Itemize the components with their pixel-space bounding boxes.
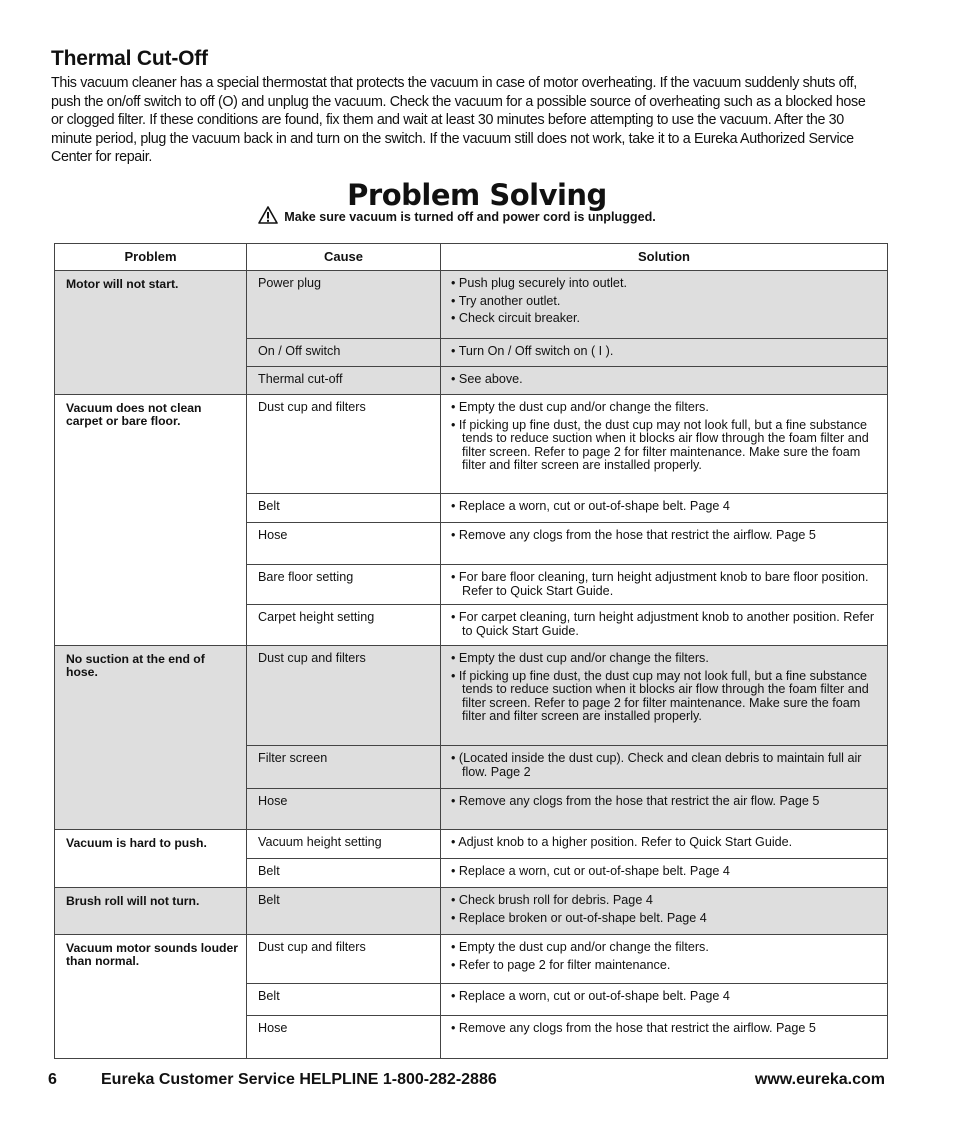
solution-cell (441, 646, 888, 746)
solution-text: For carpet cleaning, turn height adjustment knob to another position. Refer to Quick Start Guide. (458, 610, 875, 638)
problem-cell: Motor will not start. (55, 271, 247, 395)
solution-text: Push plug securely into outlet. (458, 276, 627, 290)
solution-item: • Adjust knob to a higher position. Refer to Quick Start Guide. (451, 835, 793, 849)
solution-text: Remove any clogs from the hose that restrict the airflow. Page 5 (458, 528, 816, 542)
solution-cell (441, 935, 888, 984)
solution-text: Try another outlet. (458, 293, 561, 308)
solution-list (451, 795, 883, 809)
solution-text: Empty the dust cup and/or change the filters. (458, 400, 709, 414)
solution-item: • See above. (451, 372, 523, 386)
solution-list (451, 571, 883, 598)
solution-text: If picking up fine dust, the dust cup may not look full, but a fine substance tends to reduce suction when it blocks air flow through the foam filter and filter screen. Refer to page 2 for filter maintenance. Make sure the foam filter and filter screen are installed properly. (458, 668, 869, 723)
solution-text: Empty the dust cup and/or change the filters. (458, 940, 709, 954)
problem-cell: Vacuum motor sounds louder than normal. (55, 935, 247, 1059)
cause-cell: Dust cup and filters (247, 395, 441, 494)
cause-cell: Hose (247, 789, 441, 830)
solution-cell (441, 395, 888, 494)
table-row (55, 830, 888, 859)
solution-list (451, 652, 883, 724)
solution-item: • Refer to page 2 for filter maintenance. (451, 957, 671, 972)
problem-cell: Brush roll will not turn. (55, 888, 247, 935)
solution-item: • Push plug securely into outlet. (451, 276, 627, 290)
header-solution: Solution (441, 244, 888, 271)
solution-list (451, 894, 883, 925)
solution-item: • (Located inside the dust cup). Check and clean debris to maintain full air flow. Page 2 (451, 751, 862, 779)
solution-list (451, 865, 883, 879)
problem-cell: Vacuum does not clean carpet or bare floor. (55, 395, 247, 646)
solution-list (451, 836, 883, 850)
solution-item: • Empty the dust cup and/or change the filters. (451, 651, 709, 665)
warning-triangle-icon (258, 206, 278, 224)
solution-item: • Remove any clogs from the hose that restrict the air flow. Page 5 (451, 794, 820, 808)
cause-cell: Belt (247, 984, 441, 1016)
website-link[interactable]: www.eureka.com (754, 1071, 885, 1088)
solution-text: Remove any clogs from the hose that restrict the airflow. Page 5 (458, 1021, 816, 1035)
solution-item: • If picking up fine dust, the dust cup may not look full, but a fine substance tends to reduce suction when it blocks air flow through the foam filter and filter screen. Refer to page 2 for filter maintenance. Make sure the foam filter and filter screen are installed properly. (451, 417, 869, 472)
cause-cell: Dust cup and filters (247, 646, 441, 746)
solution-item: • Remove any clogs from the hose that restrict the airflow. Page 5 (451, 1021, 816, 1035)
solution-cell (441, 494, 888, 523)
solution-item: • Check circuit breaker. (451, 311, 581, 325)
solution-item: • Check brush roll for debris. Page 4 (451, 893, 653, 907)
cause-cell: Carpet height setting (247, 605, 441, 646)
solution-text: Replace a worn, cut or out-of-shape belt. Page 4 (458, 864, 730, 878)
table-body (55, 271, 888, 1059)
page-number: 6 (48, 1071, 57, 1088)
solution-text: If picking up fine dust, the dust cup may not look full, but a fine substance tends to reduce suction when it blocks air flow through the foam filter and filter screen. Refer to page 2 for filter maintenance. Make sure the foam filter and filter screen are installed properly. (458, 417, 869, 472)
solution-list (451, 373, 883, 387)
solution-cell (441, 367, 888, 395)
solution-list (451, 941, 883, 972)
cause-cell: Filter screen (247, 746, 441, 789)
solution-item: • Replace a worn, cut or out-of-shape belt. Page 4 (451, 989, 730, 1003)
solution-text: See above. (458, 372, 523, 386)
solution-cell (441, 789, 888, 830)
solution-text: For bare floor cleaning, turn height adjustment knob to bare floor position. Refer to Quick Start Guide. (458, 570, 869, 598)
table-row (55, 888, 888, 935)
solution-cell (441, 565, 888, 605)
table-row (55, 271, 888, 339)
solution-item: • For bare floor cleaning, turn height adjustment knob to bare floor position. Refer to Quick Start Guide. (451, 570, 869, 598)
solution-item: • If picking up fine dust, the dust cup may not look full, but a fine substance tends to reduce suction when it blocks air flow through the foam filter and filter screen. Refer to page 2 for filter maintenance. Make sure the foam filter and filter screen are installed properly. (451, 668, 869, 723)
solution-cell (441, 523, 888, 565)
solution-cell (441, 859, 888, 888)
solution-text: Replace a worn, cut or out-of-shape belt. Page 4 (458, 499, 730, 513)
solution-item: • Try another outlet. (451, 293, 561, 308)
solution-text: Adjust knob to a higher position. Refer to Quick Start Guide. (458, 835, 793, 849)
solution-cell (441, 271, 888, 339)
solution-text: (Located inside the dust cup). Check and clean debris to maintain full air flow. Page 2 (458, 751, 862, 779)
solution-text: Check circuit breaker. (458, 311, 581, 325)
cause-cell: Power plug (247, 271, 441, 339)
solution-list (451, 611, 883, 638)
thermal-cutoff-paragraph: This vacuum cleaner has a special thermostat that protects the vacuum in case of motor overheating. If the vacuum suddenly shuts off, push the on/off switch to off (O) and unplug the vacuum. Check the vacuum for a possible source of overheating such as a blocked hose or clogged filter. If these conditions are found, fix them and wait at least 30 minutes before attempting to use the vacuum. After the 30 minute period, plug the vacuum back in and turn on the switch. If the vacuum still does not work, take it to a Eureka Authorized Service Center for repair. (51, 75, 866, 166)
table-row (55, 395, 888, 494)
cause-cell: Hose (247, 1016, 441, 1059)
table-header-row (55, 244, 888, 271)
solution-cell (441, 984, 888, 1016)
table-row (55, 646, 888, 746)
solution-item: • Replace broken or out-of-shape belt. Page 4 (451, 910, 707, 925)
solution-item: • Empty the dust cup and/or change the filters. (451, 400, 709, 414)
solution-list (451, 990, 883, 1004)
warning-notice (0, 206, 914, 224)
header-problem: Problem (55, 244, 247, 271)
solution-item: • Turn On / Off switch on ( I ). (451, 344, 614, 358)
cause-cell: Thermal cut-off (247, 367, 441, 395)
solution-list (451, 529, 883, 543)
solution-text: Refer to page 2 for filter maintenance. (458, 957, 671, 972)
solution-list (451, 345, 883, 359)
thermal-cutoff-heading: Thermal Cut-Off (51, 47, 208, 70)
solution-cell (441, 888, 888, 935)
cause-cell: Dust cup and filters (247, 935, 441, 984)
solution-list (451, 277, 883, 326)
solution-cell (441, 830, 888, 859)
helpline: Eureka Customer Service HELPLINE 1-800-282-2886 (101, 1071, 497, 1088)
problem-solving-table (54, 243, 888, 1059)
cause-cell: Vacuum height setting (247, 830, 441, 859)
header-cause: Cause (247, 244, 441, 271)
solution-list (451, 1022, 883, 1036)
problem-cell: Vacuum is hard to push. (55, 830, 247, 888)
page-title: Problem Solving (347, 178, 607, 212)
cause-cell: Hose (247, 523, 441, 565)
solution-item: • Empty the dust cup and/or change the filters. (451, 940, 709, 954)
cause-cell: Belt (247, 888, 441, 935)
solution-list (451, 401, 883, 473)
solution-text: Turn On / Off switch on ( I ). (458, 344, 614, 358)
warning-text: Make sure vacuum is turned off and power cord is unplugged. (284, 210, 656, 224)
solution-text: Empty the dust cup and/or change the filters. (458, 651, 709, 665)
cause-cell: Belt (247, 494, 441, 523)
solution-item: • For carpet cleaning, turn height adjustment knob to another position. Refer to Quick Start Guide. (451, 610, 875, 638)
solution-list (451, 752, 883, 779)
cause-cell: On / Off switch (247, 339, 441, 367)
solution-list (451, 500, 883, 514)
cause-cell: Belt (247, 859, 441, 888)
solution-item: • Remove any clogs from the hose that restrict the airflow. Page 5 (451, 528, 816, 542)
solution-text: Replace broken or out-of-shape belt. Page 4 (458, 910, 707, 925)
problem-cell: No suction at the end of hose. (55, 646, 247, 830)
solution-item: • Replace a worn, cut or out-of-shape belt. Page 4 (451, 864, 730, 878)
solution-text: Remove any clogs from the hose that restrict the air flow. Page 5 (458, 794, 820, 808)
solution-cell (441, 746, 888, 789)
solution-cell (441, 1016, 888, 1059)
solution-cell (441, 605, 888, 646)
table-row (55, 935, 888, 984)
cause-cell: Bare floor setting (247, 565, 441, 605)
solution-item: • Replace a worn, cut or out-of-shape belt. Page 4 (451, 499, 730, 513)
solution-text: Check brush roll for debris. Page 4 (458, 893, 653, 907)
solution-text: Replace a worn, cut or out-of-shape belt. Page 4 (458, 989, 730, 1003)
solution-cell (441, 339, 888, 367)
